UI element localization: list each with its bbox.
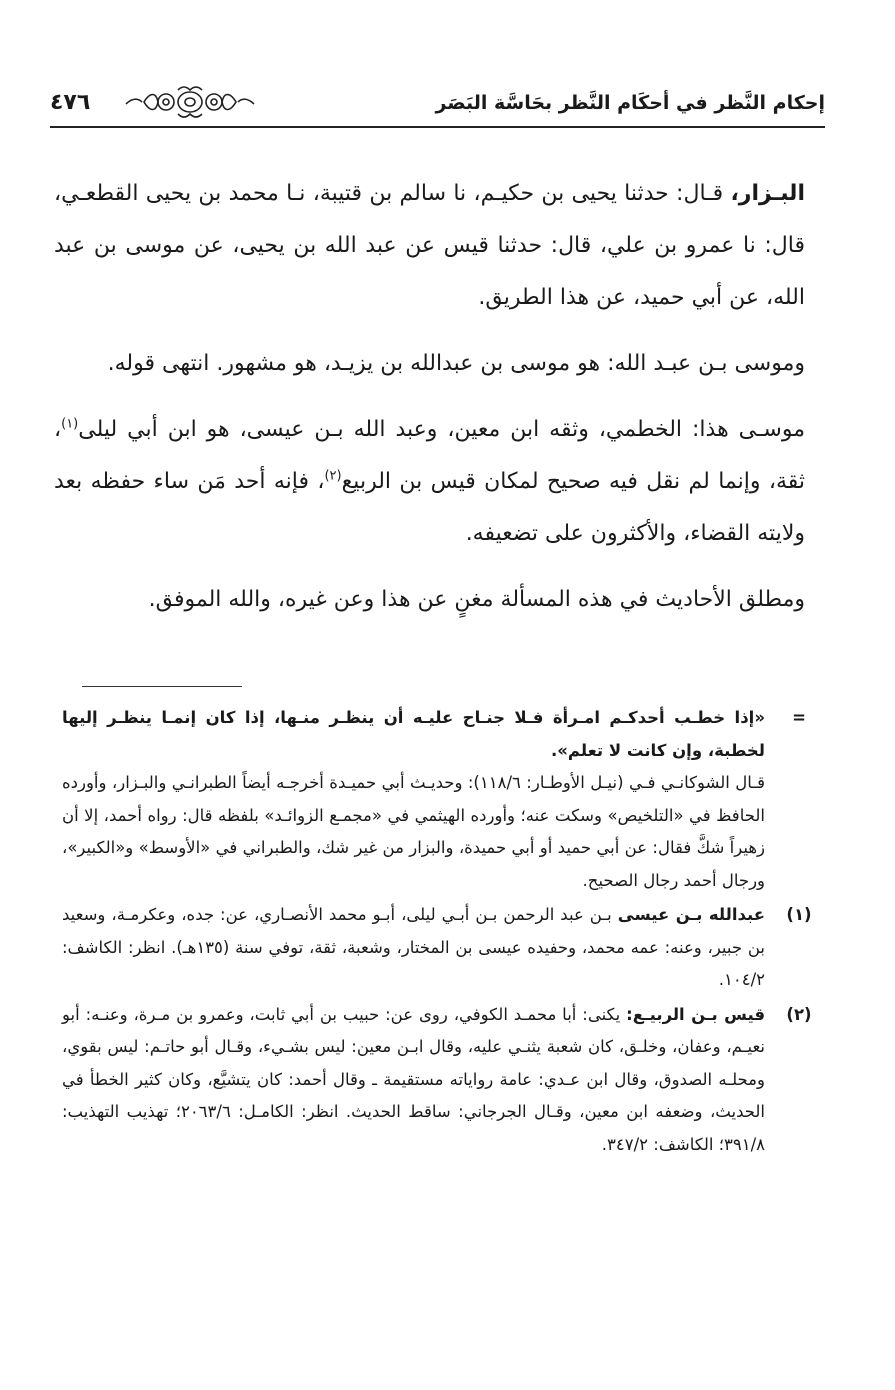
running-title: إحكام النَّظر في أحكَام النَّظر بحَاسَّة البَصَر (435, 92, 825, 114)
floral-ornament-icon (120, 82, 260, 122)
paragraph-3 (54, 404, 805, 560)
footnote-quote: «إذا خطـب أحدكـم امـرأة فـلا جنـاح عليـه أن ينظـر منـها، إذا كان إنمـا ينظـر إليها لخطبة، وإن كانت لا تعلم». (62, 708, 765, 760)
page-header (50, 78, 825, 128)
paragraph-1 (54, 168, 805, 324)
footnotes (62, 702, 811, 1163)
header-rule (50, 126, 825, 128)
paragraph-2: وموسى بـن عبـد الله: هو موسى بن عبدالله بن يزيـد، هو مشهور. انتهى قوله. (107, 351, 805, 376)
paragraph-1-text: قـال: حدثنا يحيى بن حكيـم، نا سالم بن قتيبة، نـا محمد بن يحيى القطعـي، قال: نا عمرو بن علي، قال: حدثنا قيس عن عبد الله بن يحيى، عن موسى بن عبد الله، عن أبي حميد، عن هذا الطريق. (54, 181, 805, 310)
footnote-continuation (62, 702, 811, 897)
footnote-ref-2[interactable]: (٢) (324, 468, 342, 484)
paragraph-3-part-2: ، ثقة، وإنما لم نقل فيه صحيح لمكان قيس بن الربيع (54, 417, 805, 494)
paragraph-4: ومطلق الأحاديث في هذه المسألة مغنٍ عن هذا وعن غيره، والله الموفق. (148, 587, 805, 612)
paragraph-3-part-1: موسـى هذا: الخطمي، وثقه ابن معين، وعبد الله بـن عيسى، هو ابن أبي ليلى (78, 417, 805, 442)
page-number: ٤٧٦ (50, 90, 91, 115)
paragraph-1-lead: البـزار، (730, 181, 805, 206)
main-text (54, 168, 805, 640)
footnote-2-text: يكنى: أبا محمـد الكوفي، روى عن: حبيب بن أبي ثابت، وعمرو بن مـرة، وعنـه: أبو نعيـم، وعفان، وخلـق، كان شعبة يثنـي عليه، وقال ابـن معين: ليس بشـيء، وقـال أبو حاتـم: ليس بقوي، ومحلـه الصدوق، وقال ابن عـدي: عامة رواياته مستقيمة ـ وقال أحمد: كان يتشيَّع، وكان كثير الخطأ في الحديث، وضعفه ابن معين، وقـال الجرجاني: ساقط الحديث. انظر: الكامـل: ٢٠٦٣/٦؛ تهذيب التهذيب: ٣٩١/٨؛ الكاشف: ٣٤٧/٢. (62, 1004, 765, 1154)
footnote-1-marker: (١) (786, 905, 812, 924)
footnote-separator (82, 686, 242, 687)
footnote-1 (62, 899, 811, 997)
footnote-continuation-text: قـال الشوكانـي فـي (نيـل الأوطـار: ١١٨/٦): وحديـث أبي حميـدة أخرجـه أيضاً الطبرانـي والبـزار، وأورده الحافظ في «التلخيص» وسكت عنه؛ وأورده الهيثمي في «مجمـع الزوائـد» بلفظه قال: رواه أحمد، إلا أن زهيراً شكَّ فقال: عن أبي حميد أو أبي حميدة، والبزار من غير شك، والطبراني في «الأوسط» و«الكبير»، ورجال أحمد رجال الصحيح. (62, 773, 765, 890)
footnote-2-lead: قيس بـن الربيـع: (626, 1004, 765, 1024)
footnote-1-body (62, 899, 765, 997)
footnote-2-body (62, 999, 765, 1162)
footnote-2-marker: (٢) (786, 1004, 812, 1024)
footnote-ref-1[interactable]: (١) (61, 416, 79, 432)
continuation-marker: = (792, 708, 806, 727)
paragraph-3-part-3: ، فإنه أحد مَن ساء حفظه بعد ولايته القضاء، والأكثرون على تضعيفه. (54, 469, 805, 546)
footnote-1-text: بـن عبد الرحمن بـن أبـي ليلى، أبـو محمد الأنصـاري، عن: جده، وعكرمـة، وسعيد بن جبير، وعنه: عمه محمد، وحفيده عيسى بن المختار، وشعبة، ثقة، توفي سنة (١٣٥هـ). انظر: الكاشف: ١٠٤/٢. (62, 905, 765, 989)
footnote-1-lead: عبدالله بـن عيسى (617, 905, 766, 924)
footnote-2 (62, 999, 811, 1162)
